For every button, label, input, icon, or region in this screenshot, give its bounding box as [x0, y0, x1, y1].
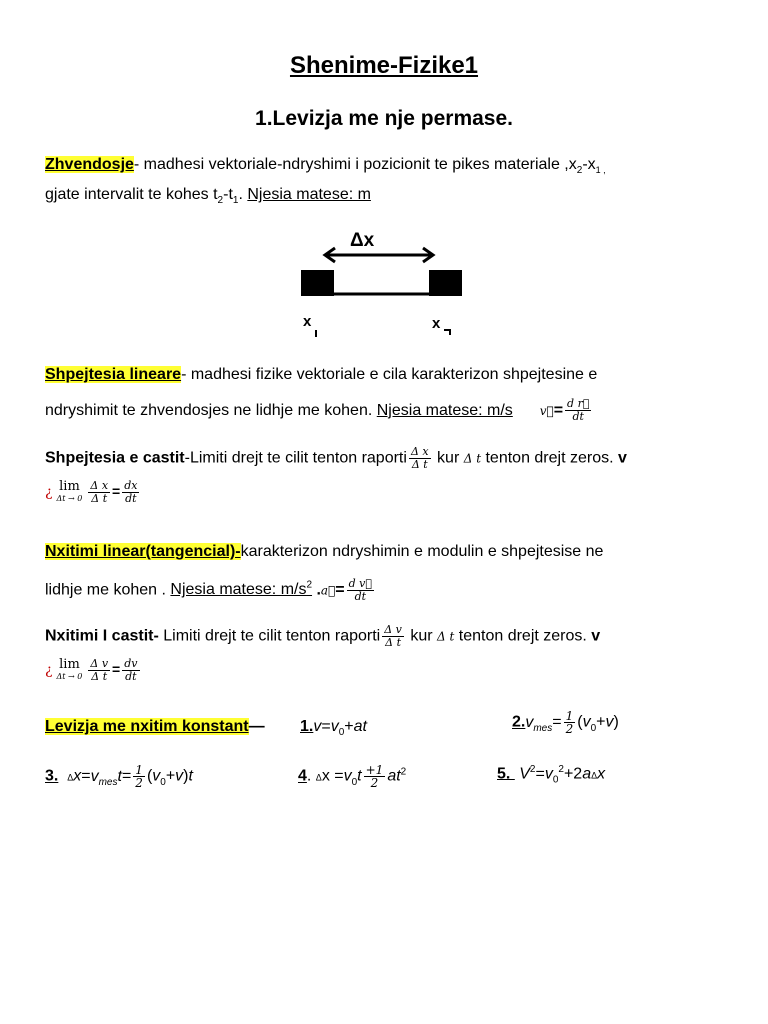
velocity-unit: Njesia matese: m/s [376, 402, 513, 419]
section-title: 1.Levizja me nje permase. [255, 107, 513, 130]
inst-velocity-paragraph: Shpejtesia e castit-Limiti drejt te cilit tenton raporti $\frac{\text{Δ x}}{\text{Δ t}}$ kur Δ t tenton drejt zeros. v [45, 445, 627, 471]
page-title: Shenime-Fizike1 [289, 52, 479, 79]
formula-2: $2.v_{mes}=$ $\frac{1}{2}$ $(v_0+v)$ [512, 709, 619, 736]
constant-accel-term: Levizja me nxitim konstant [45, 718, 249, 735]
formula-3: 3. $\Delta x=v_{mes}t=$ $\frac{1}{2}$ $(v_0+v)t$ [45, 763, 193, 790]
displacement-diagram [295, 222, 475, 342]
x1-label: x [303, 313, 312, 330]
acceleration-paragraph: Nxitimi linear(tangencial)-karakterizon ndryshimin e modulin e shpejtesise ne lidhje me kohen . Njesia matese: $m/s^2$ .a⃗= $\frac{\text{d v⃗}}{dt}$ [45, 543, 604, 603]
formula-4: 4. $\Delta x =v_0t$ $\frac{+1}{2}$ $at^2$ [298, 763, 407, 790]
constant-accel-heading: Levizja me nxitim konstant— [45, 718, 265, 735]
displacement-unit: Njesia matese: m [247, 186, 371, 204]
inst-velocity-formula: ¿ lim Δt → 0 $\frac{\text{Δ x}}{\text{Δ t}}$ = $\frac{dx}{dt}$ [45, 478, 138, 505]
velocity-term: Shpejtesia lineare [45, 366, 182, 383]
velocity-fraction: $\frac{\text{d r⃗}}{dt}$ [567, 397, 590, 424]
acceleration-unit: Njesia matese: $m/s^2$ [170, 580, 313, 599]
start-block [301, 270, 334, 296]
formula-1: $1.v=v_0+at$ [300, 718, 367, 739]
inst-acceleration-term: Nxitimi I castit- [45, 627, 159, 645]
formula-5: 5. $V^2=v_0^2+2a\Delta x$ [497, 764, 606, 786]
displacement-paragraph: Zhvendosje- madhesi vektoriale-ndryshimi i pozicionit te pikes materiale $,x_2-x_{1 ,}$ gjate intervalit te kohes $t_2-t_1$. Njesia matese: m [45, 156, 606, 207]
inst-acceleration-formula: ¿ lim Δt → 0 $\frac{\text{Δ v}}{\text{Δ t}}$ = $\frac{dv}{dt}$ [45, 656, 138, 683]
acceleration-fraction: $\frac{\text{d v⃗}}{dt}$ [348, 576, 372, 603]
velocity-paragraph: Shpejtesia lineare- madhesi fizike vektoriale e cila karakterizon shpejtesine e ndryshimit te zhvendosjes ne lidhje me kohen. Njesia matese: m/s v⃗= $\frac{\text{d r⃗}}{dt}$ [45, 366, 598, 424]
inst-acceleration-paragraph: Nxitimi I castit- Limiti drejt te cilit tenton raporti $\frac{\text{Δ v}}{\text{Δ t}}$ kur Δ t tenton drejt zeros. v [45, 623, 601, 649]
x2-label: x [432, 315, 441, 332]
end-block [429, 270, 462, 296]
inst-velocity-term: Shpejtesia e castit [45, 449, 185, 467]
delta-x-label: Δx [350, 230, 375, 251]
displacement-term: Zhvendosje [45, 156, 134, 173]
acceleration-term: Nxitimi linear(tangencial)- [45, 543, 241, 560]
